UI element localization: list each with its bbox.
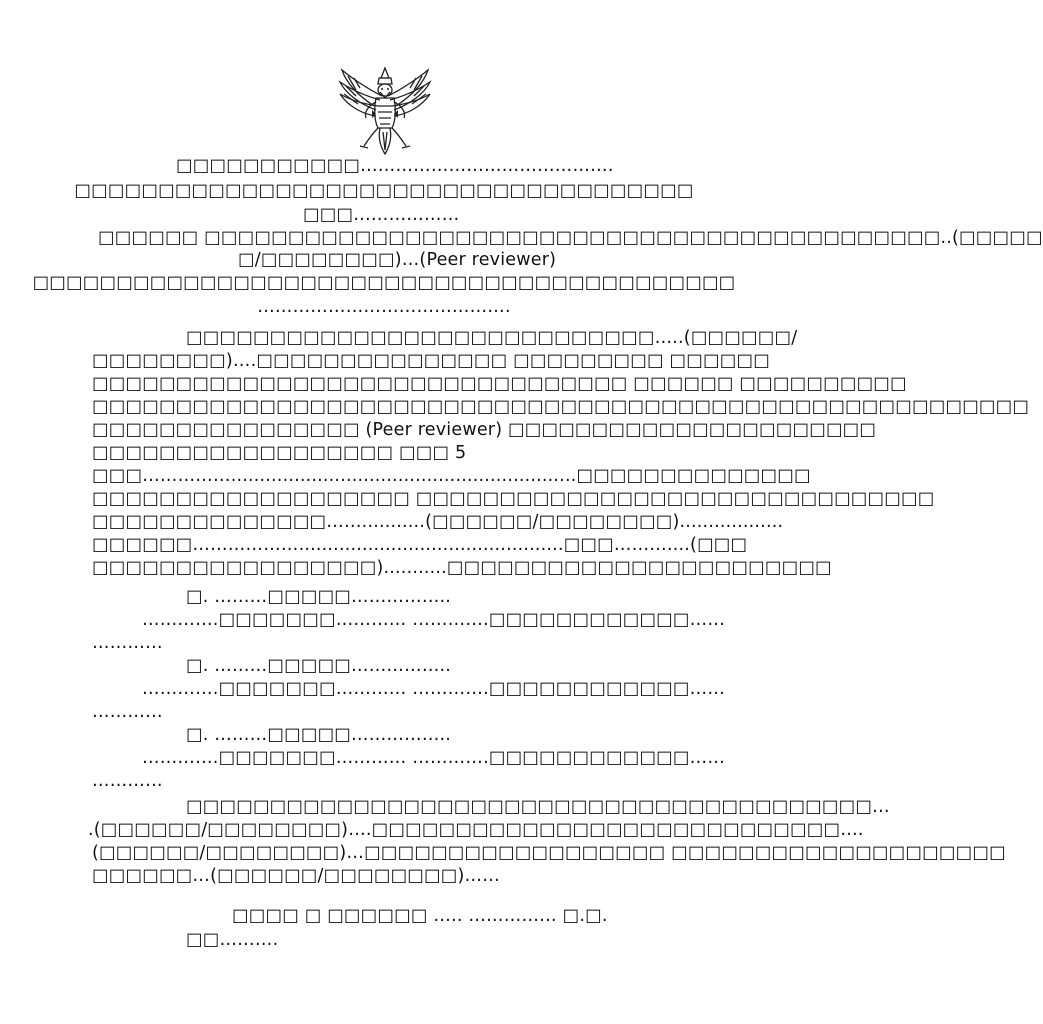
reviewer-2-name: □. ………□□□□□…………….. <box>186 656 452 676</box>
body-line: □□□□□□□□□□□□□□□□□□□□□□□□□□□□□□□□□□□□□□□□□□□□□□□□□□□□□□□□ <box>92 397 1030 417</box>
reviewer-2-position: ………….□□□□□□□………… ………….□□□□□□□□□□□□…… <box>142 679 726 699</box>
reviewer-2-continued: ………… <box>92 702 163 722</box>
garuda-emblem-icon <box>334 66 436 156</box>
closing-line: □□□□□□□□□□□□□□□□□□□□□□□□□□□□□□□□□□□□□□□□□… <box>186 797 890 817</box>
body-line: □□□……………............................................................□□□□□□□□□□□□□□ <box>92 466 811 486</box>
header-line-6: □□□□□□□□□□□□□□□□□□□□□□□□□□□□□□□□□□□□□□□□□□ <box>32 273 736 293</box>
reviewer-3-name: □. ………□□□□□…………….. <box>186 725 452 745</box>
reviewer-3-position: ………….□□□□□□□………… ………….□□□□□□□□□□□□…… <box>142 748 726 768</box>
closing-line: □□□□□□…(□□□□□□/□□□□□□□□)…… <box>92 866 500 886</box>
header-line-7: ……………………………………. <box>257 297 511 317</box>
reviewer-1-continued: ………… <box>92 633 163 653</box>
body-line: □□□□□□□□□□□□□□□□□□ □□□ 5 <box>92 443 467 463</box>
body-line: □□□□□□………………..............................................□□□………....(□□□ <box>92 535 748 555</box>
body-line: □□□□□□□□□□□□□□□□□□□ □□□□□□□□□□□□□□□□□□□□□□□□□□□□□□□ <box>92 489 935 509</box>
reviewer-1-name: □. ………□□□□□…………….. <box>186 587 452 607</box>
date-line: □□□□ □ □□□□□□ ….. …………… □.□. <box>232 906 608 926</box>
header-line-3: □□□……………… <box>303 205 460 225</box>
body-line: □□□□□□□□□□□□□□□□□□□□□□□□□□□□□□□□ □□□□□□ □□□□□□□□□□ <box>92 374 907 394</box>
reviewer-3-continued: ………… <box>92 771 163 791</box>
closing-line: (□□□□□□/□□□□□□□□)…□□□□□□□□□□□□□□□□□□ □□□□□□□□□□□□□□□□□□□□ <box>92 843 1006 863</box>
body-line: □□□□□□□□□□□□□□□□ (Peer reviewer) □□□□□□□□□□□□□□□□□□□□□□ <box>92 420 877 440</box>
header-line-5: □/□□□□□□□□)…(Peer reviewer) <box>238 250 557 270</box>
signature-line: □□………. <box>186 930 279 950</box>
header-line-2: □□□□□□□□□□□□□□□□□□□□□□□□□□□□□□□□□□□□□ <box>74 181 694 201</box>
header-line-4: □□□□□□ □□□□□□□□□□□□□□□□□□□□□□□□□□□□□□□□□□□□□□□□□□□□..(□□□□□ <box>98 228 1043 248</box>
reviewer-1-position: ………….□□□□□□□………… ………….□□□□□□□□□□□□…… <box>142 610 726 630</box>
body-line: □□□□□□□□□□□□□□□□□)...........□□□□□□□□□□□□□□□□□□□□□□□ <box>92 558 832 578</box>
header-line-1: □□□□□□□□□□□……………………………………. <box>176 156 614 176</box>
closing-line: .(□□□□□□/□□□□□□□□)….□□□□□□□□□□□□□□□□□□□□□□□□□□□□…. <box>88 820 864 840</box>
body-line: □□□□□□□□□□□□□□□□□□□□□□□□□□□□…..(□□□□□□/ <box>186 328 798 348</box>
body-line: □□□□□□□□)….□□□□□□□□□□□□□□□ □□□□□□□□□ □□□□□□ <box>92 351 770 371</box>
body-line: □□□□□□□□□□□□□□……...........(□□□□□□/□□□□□□□□).................. <box>92 512 784 532</box>
